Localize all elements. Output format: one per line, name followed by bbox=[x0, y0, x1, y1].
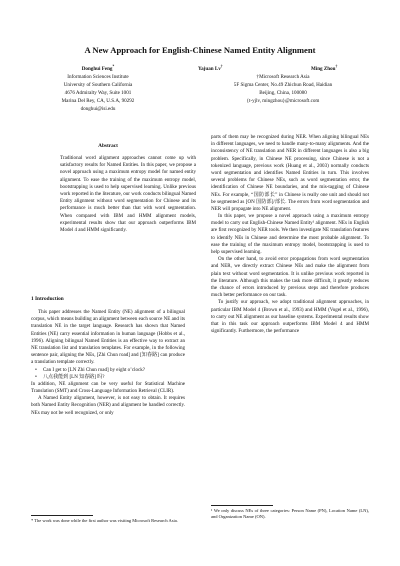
affiliation2-email: {t-yjlv, mingzhou}@microsoft.com bbox=[246, 97, 320, 104]
right-footnote-rule bbox=[211, 505, 273, 506]
intro-paragraph-1: This paper addresses the Named Entity (NE) alignment of a bilingual corpus, which means building an alignment between each source NE and its translation NE in the target language. Research has shown that Named Entities (NE) carry essential information in human language (Hobbs et al., 1996). Aligning bilingual Named Entities is an effective way to extract an NE translation list and translation templates. For example, in the following sentence pair, aligning the NEs, [Zhi Chun road] and [知春路] can produce a translation template correctly. bbox=[31, 309, 185, 366]
introduction-heading: 1 Introduction bbox=[31, 296, 64, 302]
paper-title: A New Approach for English-Chinese Named Entity Alignment bbox=[84, 45, 316, 55]
example-bullet-chinese bbox=[35, 374, 185, 381]
author-name-3: Ming Zhou bbox=[311, 66, 336, 72]
intro-paragraph-2: In addition, NE alignment can be very useful for Statistical Machine Translation (SMT) and Cross-Language Information Retrieval (CLIR). bbox=[31, 380, 185, 395]
author-sup-2: † bbox=[220, 64, 223, 69]
author1-line-1: Information Sciences Institute bbox=[67, 73, 129, 80]
author-name-1: Donghui Feng bbox=[81, 66, 113, 72]
left-column-body bbox=[31, 309, 185, 417]
left-footnote-rule bbox=[31, 515, 93, 516]
bullet-icon: • bbox=[35, 366, 37, 373]
example-bullet-english bbox=[35, 367, 185, 374]
author-sup-3: † bbox=[335, 64, 338, 69]
right-paragraph-3: On the other hand, to avoid error propagations from word segmentation and NER, we directly extract Chinese NEs and make the alignment from plain text without word segmentation. It is unlike previous work reported in the literature. Although this makes the task more difficult, it greatly reduces the chance of errors introduced by previous steps and therefore produces much better performance on our task. bbox=[211, 256, 369, 299]
abstract-heading: Abstract bbox=[98, 143, 118, 149]
right-paragraph-2: In this paper, we propose a novel approach using a maximum entropy model to carry out English-Chinese Named Entity¹ alignment. NEs in English are first recognized by NER tools. We then investigate NE translation features to identify NEs in Chinese and determine the most probable alignment. To ease the training of the maximum entropy model, bootstrapping is used to help supervised learning. bbox=[211, 213, 369, 255]
bullet-text: 八点我能到 [LN 知春路] 吗? bbox=[43, 373, 105, 380]
abstract-text: Traditional word alignment approaches cannot come up with satisfactory results for Named Entities. In this paper, we propose a novel approach using a maximum entropy model for named entity alignment. To ease the training of the maximum entropy model, bootstrapping is used to help supervised learning. Unlike previous work reported in the literature, our work conducts bilingual Named Entity alignment without word segmentation for Chinese and its performance is much better than that with word segmentation. When compared with IBM and HMM alignment models, experimental results show that our approach outperforms IBM Model 4 and HMM significantly. bbox=[60, 155, 196, 233]
bullet-text: Can I get to [LN Zhi Chun road] by eight o’clock? bbox=[43, 366, 146, 373]
right-paragraph-1: parts of them may be recognized during NER. When aligning bilingual NEs in different languages, we need to handle many-to-many alignments. And the inconsistency of NE translation and NER in different languages is also a big problem. Specifically, in Chinese NE processing, since Chinese is not a tokenized language, previous work (Huang et al., 2003) normally conducts word segmentation and identifies Named Entities in turn. This involves several problems for Chinese NEs, such as word segmentation error, the identification of Chinese NE boundaries, and the mis-tagging of Chinese NEs. For example, “国防部长” in Chinese is really one unit and should not be segmented as [ON 国防部]/部长. The errors from word segmentation and NER will propagate into NE alignment. bbox=[211, 134, 369, 212]
author-block-2 bbox=[198, 66, 368, 106]
author-block-1 bbox=[38, 66, 158, 113]
author1-line-2: University of Southern California bbox=[63, 81, 133, 88]
author-name-2: Yajuan Lv bbox=[198, 66, 221, 72]
left-footnote: * The work was done while the first author was visiting Microsoft Research Asia. bbox=[31, 518, 178, 523]
author1-line-4: Marina Del Rey, CA, U.S.A, 90292 bbox=[61, 97, 135, 104]
author1-line-3: 4676 Admiralty Way, Suite 1001 bbox=[64, 89, 132, 96]
right-paragraph-4: To justify our approach, we adopt traditional alignment approaches, in particular IBM Model 4 (Brown et al., 1993) and HMM (Vogel et al., 1996), to carry out NE alignment as our baseline systems. Experimental results show that in this task our approach outperforms IBM Model 4 and HMM significantly. Furthermore, the performance bbox=[211, 299, 369, 335]
affiliation2-line-1: †Microsoft Research Asia bbox=[256, 74, 310, 80]
intro-paragraph-3: A Named Entity alignment, however, is not easy to obtain. It requires both Named Entity Recognition (NER) and alignment be handled correctly. NEs may not be well recognized, or only bbox=[31, 395, 185, 416]
right-column-body bbox=[211, 134, 369, 335]
right-footnote: ¹ We only discuss NEs of three categories: Person Name (PN), Location Name (LN), and Organization Name (ON). bbox=[211, 508, 369, 519]
author1-email: donghui@isi.edu bbox=[80, 105, 116, 112]
bullet-icon: • bbox=[35, 373, 37, 380]
author-sup-1: * bbox=[112, 64, 115, 69]
affiliation2-line-3: Beijing, China, 100080 bbox=[259, 89, 307, 96]
affiliation2-line-2: 5F Sigma Center, No.49 Zhichun Road, Haidian bbox=[233, 81, 333, 88]
